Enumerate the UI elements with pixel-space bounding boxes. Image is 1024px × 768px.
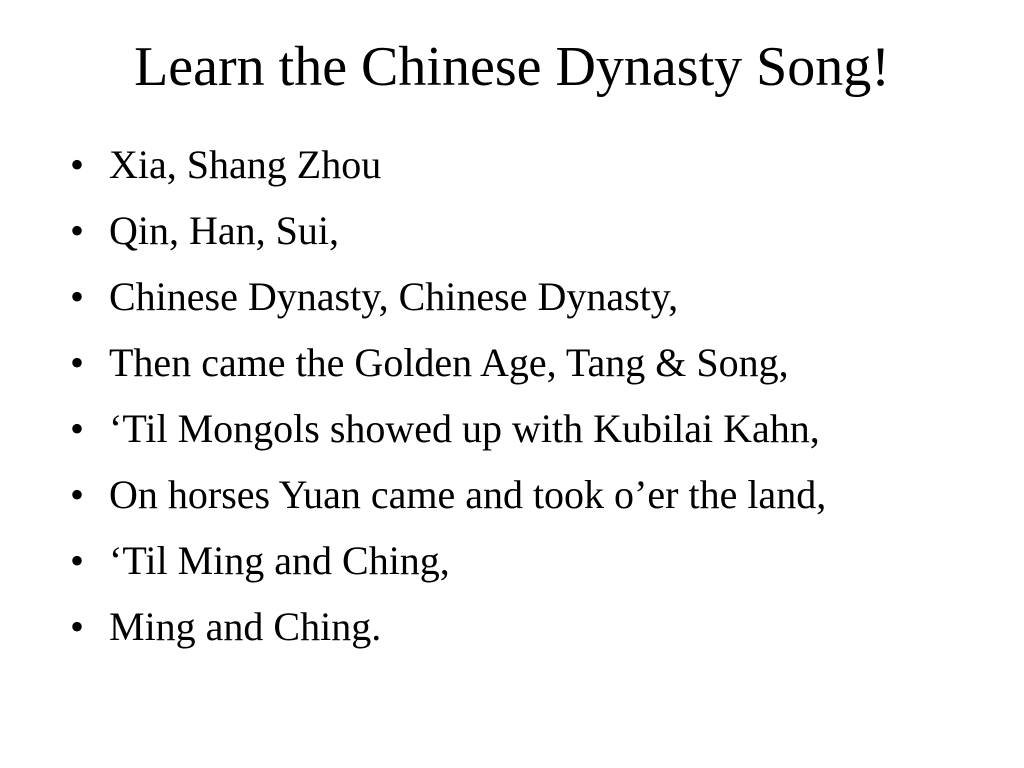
- bullet-text: On horses Yuan came and took o’er the land,: [109, 472, 827, 517]
- slide-title: Learn the Chinese Dynasty Song!: [134, 36, 890, 98]
- bullet-icon: •: [70, 406, 85, 451]
- bullet-text: Qin, Han, Sui,: [109, 208, 339, 253]
- bullet-list: [70, 132, 1010, 660]
- bullet-item: [70, 264, 1010, 330]
- bullet-icon: •: [70, 208, 85, 253]
- bullet-icon: •: [70, 142, 85, 187]
- bullet-item: [70, 528, 1010, 594]
- bullet-icon: •: [70, 604, 85, 649]
- bullet-text: Then came the Golden Age, Tang & Song,: [109, 340, 789, 385]
- bullet-item: [70, 330, 1010, 396]
- bullet-item: [70, 132, 1010, 198]
- bullet-text: Ming and Ching.: [109, 604, 382, 649]
- bullet-item: [70, 594, 1010, 660]
- bullet-text: Chinese Dynasty, Chinese Dynasty,: [109, 274, 679, 319]
- bullet-icon: •: [70, 472, 85, 517]
- bullet-text: ‘Til Mongols showed up with Kubilai Kahn,: [109, 406, 820, 451]
- bullet-text: ‘Til Ming and Ching,: [109, 538, 450, 583]
- bullet-text: Xia, Shang Zhou: [109, 142, 382, 187]
- bullet-item: [70, 462, 1010, 528]
- bullet-icon: •: [70, 538, 85, 583]
- bullet-item: [70, 198, 1010, 264]
- bullet-item: [70, 396, 1010, 462]
- bullet-icon: •: [70, 340, 85, 385]
- bullet-icon: •: [70, 274, 85, 319]
